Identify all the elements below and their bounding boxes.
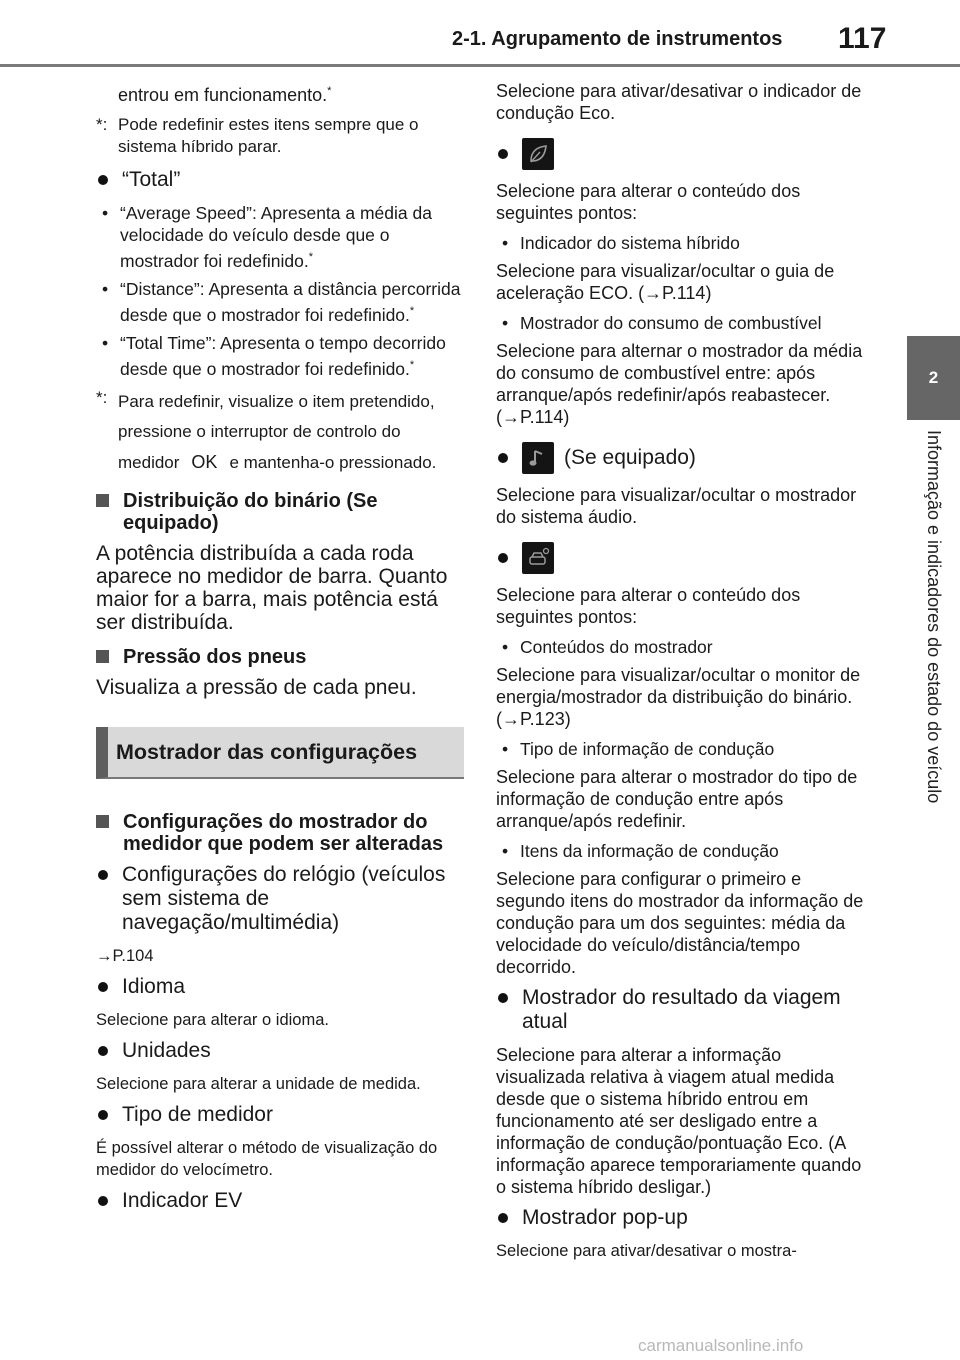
list-item: • Indicador do sistema híbrido — [502, 233, 740, 253]
body-text: Selecione para alterar o mostrador do tipo de informação de condução entre após arranque/após redefinir. — [496, 767, 858, 831]
list-item: • Conteúdos do mostrador — [502, 637, 713, 657]
list-item: • Mostrador do consumo de combustível — [502, 313, 822, 333]
section-heading: Configurações do mostrador do medidor que podem ser alteradas — [96, 811, 464, 855]
body-text: Selecione para ativar/desativar o indicador de condução Eco. — [496, 81, 862, 123]
list-item: • Tipo de informação de condução — [502, 739, 775, 759]
bullet-heading: Idioma — [96, 975, 464, 999]
icon-heading — [496, 138, 866, 170]
list-item: • “Total Time”: Apresenta o tempo decorrido desde que o mostrador foi redefinido.* — [102, 332, 446, 379]
icon-heading — [496, 542, 866, 574]
body-text: Selecione para alterar o conteúdo dos seguintes pontos: — [496, 181, 801, 223]
left-column — [96, 80, 464, 1223]
body-text: Selecione para alterar o idioma. — [96, 1011, 329, 1030]
bullet-heading: Indicador EV — [96, 1189, 464, 1213]
body-text: Visualiza a pressão de cada pneu. — [96, 676, 417, 700]
body-text: Selecione para alterar a unidade de medida. — [96, 1075, 421, 1094]
car-settings-icon — [522, 542, 554, 574]
body-text: Selecione para configurar o primeiro e segundo itens do mostrador da informação de condução para um dos seguintes: média da velocidade do veículo/distância/tempo decorrido. — [496, 869, 864, 977]
body-text: Selecione para visualizar/ocultar o monitor de energia/mostrador da distribuição do binário. (→P.123) — [496, 665, 861, 729]
body-text: É possível alterar o método de visualização do medidor do velocímetro. — [96, 1139, 438, 1180]
continued-text: entrou em funcionamento.* — [118, 85, 332, 105]
music-note-icon — [522, 442, 554, 474]
leaf-icon — [522, 138, 554, 170]
ok-button-icon: OK — [191, 452, 218, 473]
bullet-heading: Configurações do relógio (veículos sem sistema de navegação/multimédia) — [96, 863, 464, 935]
footnote: *: Para redefinir, visualize o item pretendido, pressione o interruptor de controlo do medidor OK e mantenha-o pressionado. — [96, 387, 464, 478]
bullet-heading: Mostrador do resultado da viagem atual — [496, 986, 866, 1034]
list-item: • “Average Speed”: Apresenta a média da velocidade do veículo desde que o mostrador foi redefinido.* — [102, 203, 432, 271]
icon-heading: (Se equipado) — [496, 442, 866, 474]
chapter-title: Informação e indicadores do estado do veículo — [924, 430, 944, 804]
body-text: Selecione para alterar o conteúdo dos seguintes pontos: — [496, 585, 801, 627]
chapter-tab: 2 — [907, 336, 960, 420]
section-title-box: Mostrador das configurações — [96, 727, 464, 779]
right-column — [496, 80, 866, 1270]
section-heading: Pressão dos pneus — [96, 646, 464, 668]
body-text: Selecione para alternar o mostrador da média do consumo de combustível entre: após arranque/após redefinir/após reabastecer. (→P.114) — [496, 341, 863, 427]
header-title: 2-1. Agrupamento de instrumentos — [452, 28, 783, 50]
list-item: • Itens da informação de condução — [502, 841, 779, 861]
bullet-heading: Mostrador pop-up — [496, 1206, 866, 1230]
page-reference: →P.104 — [96, 947, 154, 966]
page-number: 117 — [838, 22, 887, 55]
body-text: A potência distribuída a cada roda aparece no medidor de barra. Quanto maior for a barra, mais potência está ser distribuída. — [96, 542, 448, 635]
list-item: • “Distance”: Apresenta a distância percorrida desde que o mostrador foi redefinido.* — [102, 278, 461, 325]
footnote: *: Pode redefinir estes itens sempre que o sistema híbrido parar. — [96, 115, 419, 156]
body-text: Selecione para alterar a informação visualizada relativa à viagem atual medida desde que o sistema híbrido entrou em funcionamento até ser desligado entre a informação de condução/pontuação Eco. (A informação aparece temporariamente quando o sistema híbrido desligar.) — [496, 1045, 862, 1197]
section-heading: Distribuição do binário (Se equipado) — [96, 490, 464, 534]
bullet-heading: Unidades — [96, 1039, 464, 1063]
watermark: carmanualsonline.info — [638, 1336, 804, 1355]
bullet-heading: Tipo de medidor — [96, 1103, 464, 1127]
total-heading: “Total” — [96, 168, 464, 192]
header-rule — [0, 64, 960, 67]
body-text: Selecione para ativar/desativar o mostra- — [496, 1242, 797, 1260]
body-text: Selecione para visualizar/ocultar o guia de aceleração ECO. (→P.114) — [496, 261, 835, 303]
body-text: Selecione para visualizar/ocultar o mostrador do sistema áudio. — [496, 485, 857, 527]
